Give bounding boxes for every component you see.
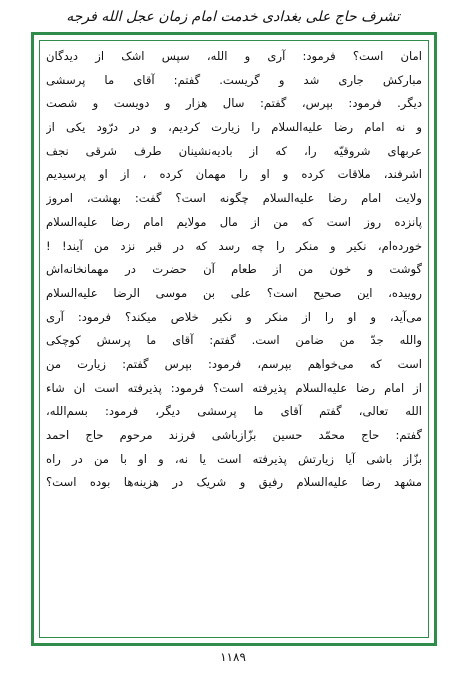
body-text — [46, 45, 422, 495]
text-line: اشرفند، ملاقات کرده و او را مهمان کرده ، از او پرسیدیم — [46, 167, 422, 182]
text-line: مشهد رضا علیه‌السلام رفیق و شریک در هزینه‌ها بوده است؟ — [46, 475, 422, 490]
text-line: گوشت و خون من از طعام آن حضرت در مهمانخانه‌اش — [46, 262, 422, 277]
page-header-title: تشرف حاج علی بغدادی خدمت امام زمان عجل الله فرجه — [66, 9, 400, 25]
text-line: خورده‌ام، نکیر و منکر را چه رسد که در قبر نزد من آیند! ! — [46, 238, 422, 253]
text-line: مبارکش جاری شد و گریست. گفتم: آقای ما پرسشی — [46, 72, 422, 87]
text-line: امان است؟ فرمود: آری و الله، سپس اشک از دیدگان — [46, 49, 422, 63]
text-line: دیگر. فرمود: بپرس، گفتم: سال هزار و دویست و شصت — [46, 96, 422, 111]
text-line: گفتم: حاج محمّد حسین بزّازباشی فرزند مرحوم حاج احمد — [46, 428, 422, 442]
text-line: عربهای شروقیّه را، که از بادیه‌نشینان طرف شرقی نجف — [46, 143, 422, 158]
text-line: ولایت امام رضا علیه‌السلام چگونه است؟ گفت: بهشت، امروز — [46, 191, 422, 206]
text-line: است که می‌خواهم بپرسم، فرمود: بپرس گفتم: زیارت من — [46, 356, 422, 371]
text-line: الله تعالی، گفتم آقای ما پرسشی دیگر، فرمود: بسم‌الله، — [46, 404, 422, 419]
text-frame — [31, 32, 437, 646]
text-line: و نه امام رضا علیه‌السلام را زیارت کردیم، و در درّود یکی از — [46, 120, 422, 135]
text-line: والله جدّ من ضامن است. گفتم: آقای ما پرسش کوچکی — [46, 333, 422, 348]
text-line: بزّاز باشی آیا زیارتش پذیرفته است یا نه، و او با من در راه — [46, 451, 422, 466]
text-line: پانزده روز است که من از مال مولایم امام رضا علیه‌السلام — [46, 214, 422, 229]
text-line: از امام رضا علیه‌السلام پذیرفته است؟ فرمود: پذیرفته است ان شاء — [46, 380, 422, 395]
text-line: می‌آید، و او را از منکر و نکیر خلاص میکند؟ فرمود: آری — [46, 309, 422, 324]
text-line: روییده، این صحیح است؟ علی بن موسی الرضا علیه‌السلام — [46, 285, 422, 300]
page-number: ۱۱۸۹ — [220, 650, 246, 664]
